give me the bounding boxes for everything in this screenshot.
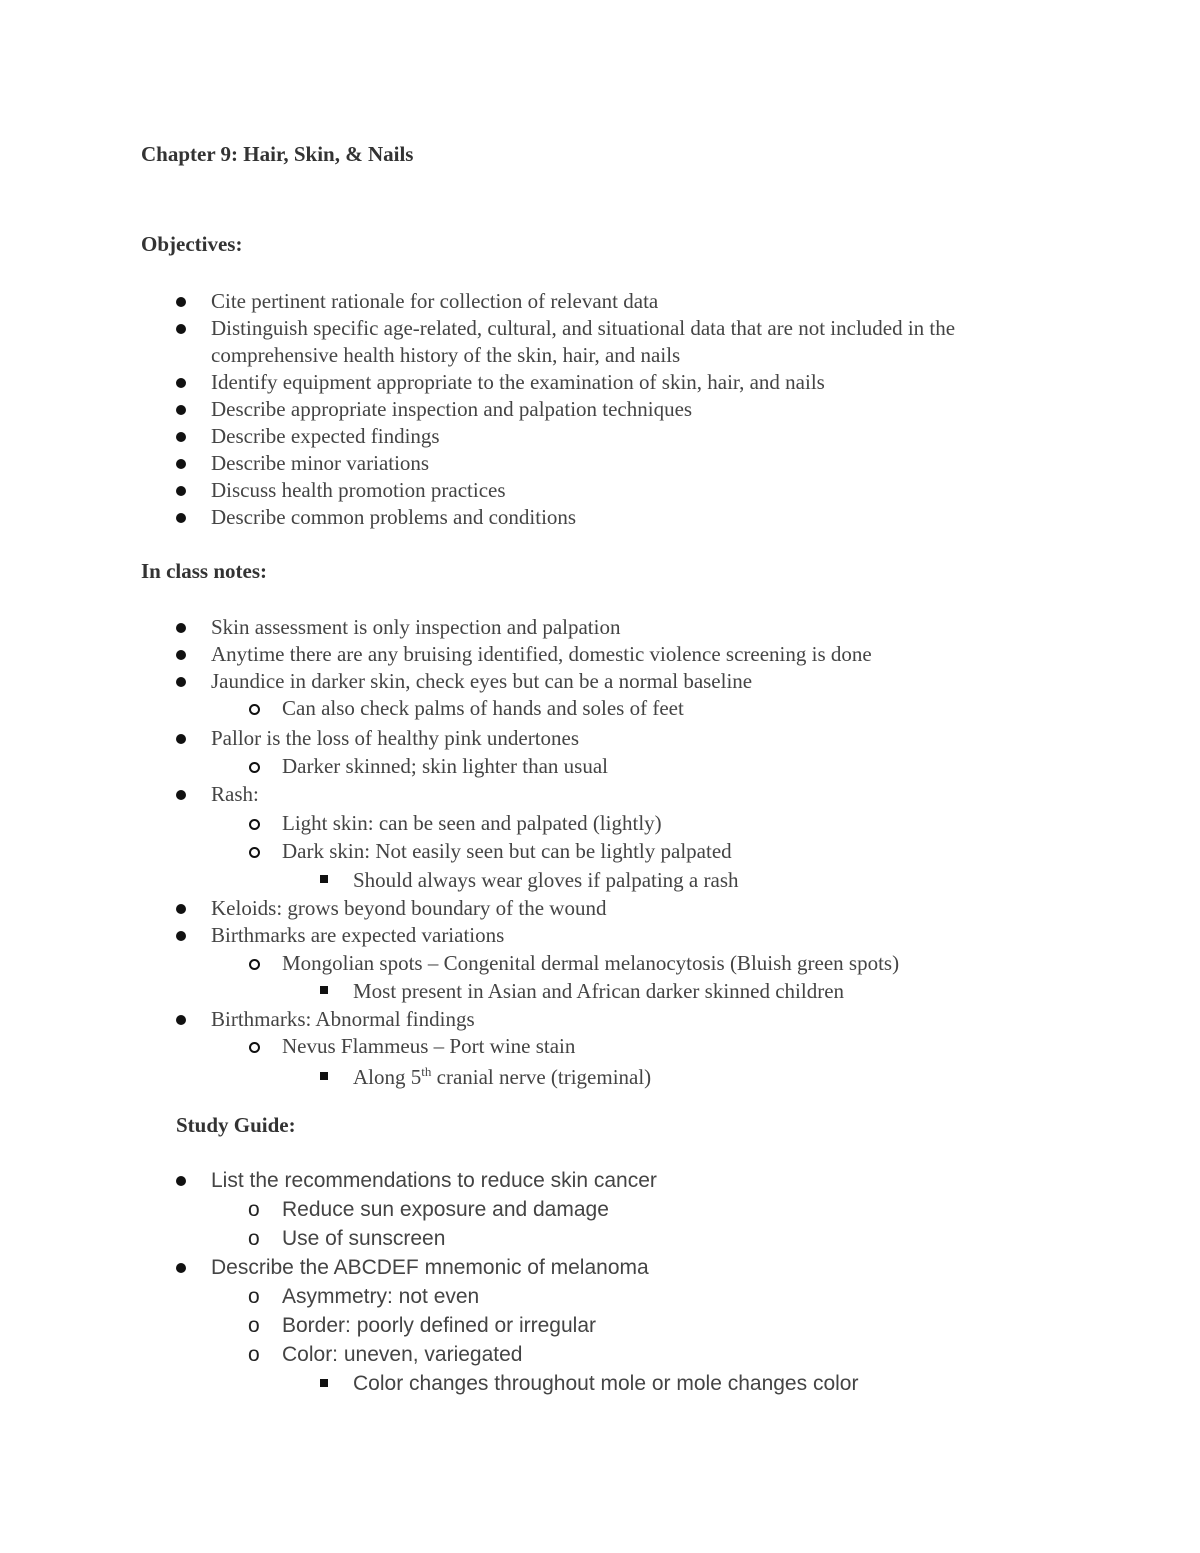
list-item [141, 641, 899, 668]
list-item-text: Nevus Flammeus – Port wine stain [282, 1034, 576, 1058]
list-item-text: Birthmarks: Abnormal findings [211, 1007, 475, 1031]
bullet-disc-icon [176, 486, 186, 496]
chapter-title: Chapter 9: Hair, Skin, & Nails [141, 142, 414, 166]
list-item-text: Reduce sun exposure and damage [282, 1198, 609, 1221]
list-item-text: Discuss health promotion practices [211, 478, 506, 502]
list-item [141, 780, 899, 809]
list-item-text: Pallor is the loss of healthy pink undertones [211, 726, 580, 750]
list-item-text: Rash: [211, 782, 259, 806]
bullet-square-icon [320, 986, 328, 994]
bullet-square-icon [320, 1072, 328, 1080]
list-item-text: Describe the ABCDEF mnemonic of melanoma [211, 1256, 649, 1279]
bullet-disc-icon [176, 513, 186, 523]
list-item [141, 668, 899, 695]
list-item-text: Dark skin: Not easily seen but can be lightly palpated [282, 839, 732, 863]
superscript: th [421, 1064, 432, 1079]
bullet-disc-icon [176, 734, 186, 744]
list-item-continuation [141, 342, 955, 369]
list-item [141, 423, 955, 450]
bullet-ring-icon [249, 819, 260, 830]
bullet-disc-icon [176, 1263, 186, 1273]
list-item [141, 1369, 858, 1398]
bullet-square-icon [320, 1379, 328, 1387]
list-item [141, 949, 899, 977]
list-item-text: Mongolian spots – Congenital dermal melanocytosis (Bluish green spots) [282, 951, 900, 975]
bullet-square-icon [320, 875, 328, 883]
list-item [141, 895, 899, 922]
bullet-ring-icon [249, 847, 260, 858]
bullet-disc-icon [176, 405, 186, 415]
bullet-ring-icon [249, 1042, 260, 1053]
bullet-disc-icon [176, 677, 186, 687]
list-item-text: cranial nerve (trigeminal) [431, 1065, 652, 1089]
list-item [141, 724, 899, 753]
list-item [141, 922, 899, 949]
list-item-text: Distinguish specific age-related, cultural, and situational data that are not included in the [211, 316, 956, 340]
list-item-text: comprehensive health history of the skin, hair, and nails [211, 343, 681, 367]
bullet-disc-icon [176, 432, 186, 442]
list-item-text: Jaundice in darker skin, check eyes but can be a normal baseline [211, 669, 753, 693]
bullet-ring-icon [249, 762, 260, 773]
list-item [141, 450, 955, 477]
list-item [141, 1166, 858, 1195]
list-item [141, 753, 899, 780]
list-item-text: Cite pertinent rationale for collection of relevant data [211, 289, 659, 313]
list-item [141, 1340, 858, 1369]
list-item-text: Along 5 [353, 1065, 422, 1089]
list-item [141, 1311, 858, 1340]
list-item-text: Describe common problems and conditions [211, 505, 577, 529]
objectives-heading: Objectives: [141, 232, 243, 256]
class-notes-heading: In class notes: [141, 559, 268, 583]
bullet-disc-icon [176, 324, 186, 334]
bullet-disc-icon [176, 650, 186, 660]
bullet-disc-icon [176, 790, 186, 800]
bullet-disc-icon [176, 1176, 186, 1186]
list-item [141, 315, 955, 342]
class-notes-list [141, 614, 899, 1092]
list-item-text: Keloids: grows beyond boundary of the wound [211, 896, 607, 920]
list-item-text: Describe minor variations [211, 451, 430, 475]
list-item [141, 1195, 858, 1224]
bullet-disc-icon [176, 378, 186, 388]
list-item [141, 504, 955, 531]
bullet-o-icon: o [248, 1227, 260, 1250]
bullet-o-icon: o [248, 1285, 260, 1308]
list-item-text: Describe appropriate inspection and palpation techniques [211, 397, 693, 421]
bullet-disc-icon [176, 1015, 186, 1025]
bullet-ring-icon [249, 959, 260, 970]
bullet-disc-icon [176, 931, 186, 941]
list-item-text: Can also check palms of hands and soles of feet [282, 696, 684, 720]
bullet-o-icon: o [248, 1198, 260, 1221]
list-item-text: Birthmarks are expected variations [211, 923, 505, 947]
bullet-disc-icon [176, 297, 186, 307]
list-item [141, 614, 899, 641]
list-item-text: Light skin: can be seen and palpated (lightly) [282, 811, 662, 835]
bullet-ring-icon [249, 704, 260, 715]
list-item-text: Color changes throughout mole or mole changes color [353, 1372, 859, 1395]
list-item [141, 809, 899, 837]
list-item [141, 866, 899, 895]
list-item [141, 977, 899, 1006]
list-item-text: Should always wear gloves if palpating a rash [353, 868, 739, 892]
list-item [141, 1006, 899, 1033]
bullet-o-icon: o [248, 1343, 260, 1366]
list-item-text: Identify equipment appropriate to the examination of skin, hair, and nails [211, 370, 825, 394]
list-item-text: List the recommendations to reduce skin cancer [211, 1169, 657, 1192]
list-item [141, 477, 955, 504]
list-item-text: Border: poorly defined or irregular [282, 1314, 596, 1337]
list-item [141, 837, 899, 866]
study-guide-heading: Study Guide: [176, 1113, 296, 1137]
bullet-o-icon: o [248, 1314, 260, 1337]
list-item-text: Describe expected findings [211, 424, 440, 448]
objectives-list [141, 288, 955, 531]
list-item [141, 695, 899, 722]
list-item [141, 1253, 858, 1282]
list-item [141, 288, 955, 315]
list-item-text: Most present in Asian and African darker skinned children [353, 979, 845, 1003]
list-item-text: Skin assessment is only inspection and palpation [211, 615, 621, 639]
list-item-text: Use of sunscreen [282, 1227, 446, 1250]
list-item-text: Darker skinned; skin lighter than usual [282, 754, 609, 778]
list-item [141, 1033, 899, 1060]
list-item [141, 1282, 858, 1311]
list-item [141, 369, 955, 396]
list-item-text: Color: uneven, variegated [282, 1343, 523, 1366]
list-item-text: Asymmetry: not even [282, 1285, 480, 1308]
list-item-text: Anytime there are any bruising identified, domestic violence screening is done [211, 642, 872, 666]
bullet-disc-icon [176, 904, 186, 914]
bullet-disc-icon [176, 623, 186, 633]
study-guide-list [141, 1166, 858, 1398]
list-item [141, 1224, 858, 1253]
list-item [141, 396, 955, 423]
list-item [141, 1062, 899, 1092]
bullet-disc-icon [176, 459, 186, 469]
